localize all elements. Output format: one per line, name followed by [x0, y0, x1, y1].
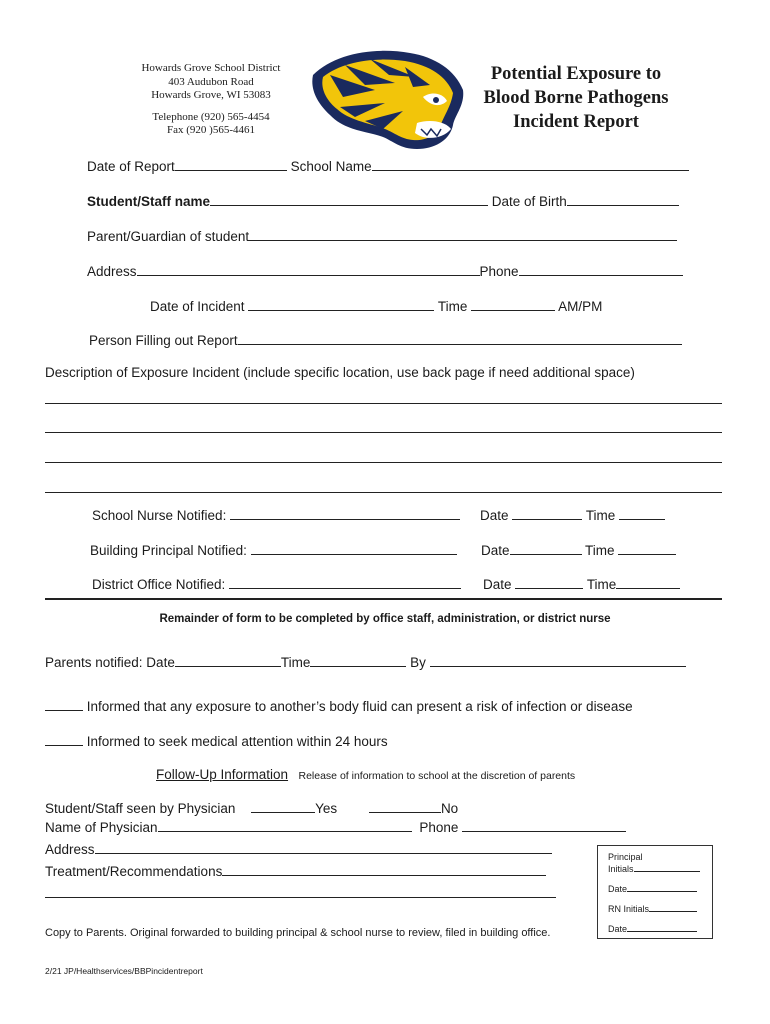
seen-by-physician-label: Student/Staff seen by Physician: [45, 801, 236, 816]
initials-date-label-1: Date: [608, 884, 628, 894]
physician-name-label: Name of Physician: [45, 820, 158, 835]
school-name-label: School Name: [290, 159, 372, 174]
rn-initials-label: RN Initials: [608, 904, 650, 914]
row-physician-name: [45, 817, 626, 835]
date-of-report-field[interactable]: [175, 156, 287, 171]
row-treatment: [45, 861, 546, 879]
principal-time-field[interactable]: [618, 540, 676, 555]
district-time-field[interactable]: [616, 574, 680, 589]
treatment-field[interactable]: [222, 861, 546, 876]
row-nurse-notified: [92, 505, 460, 523]
district-address: [118, 62, 304, 138]
informed-risk-label: Informed that any exposure to another’s body fluid can present a risk of infection or disease: [86, 699, 633, 714]
parents-notified-by-label: By: [410, 655, 426, 670]
principal-date-row: [608, 883, 712, 895]
physician-phone-field[interactable]: [462, 817, 626, 832]
seen-no-label: No: [440, 801, 459, 816]
nurse-time-field[interactable]: [619, 505, 665, 520]
row-student-dob: [87, 191, 679, 209]
seen-yes-label: Yes: [315, 801, 338, 816]
student-staff-name-label: Student/Staff name: [87, 194, 211, 209]
description-line-4[interactable]: [45, 492, 722, 493]
row-incident: [150, 296, 602, 314]
form-title: [470, 62, 682, 134]
person-filling-field[interactable]: [238, 330, 682, 345]
phone-field[interactable]: [519, 261, 683, 276]
row-district-notified: [92, 574, 461, 592]
nurse-date-field[interactable]: [512, 505, 582, 520]
row-nurse-datetime: [480, 505, 665, 523]
followup-release-note: Release of information to school at the discretion of parents: [298, 770, 576, 782]
initials-box: [597, 845, 713, 939]
address-field[interactable]: [137, 261, 480, 276]
row-followup-address: [45, 839, 552, 857]
informed-risk-field[interactable]: [45, 696, 83, 711]
row-parents-notified: [45, 652, 686, 670]
nurse-notified-label: School Nurse Notified:: [92, 508, 227, 523]
description-label: Description of Exposure Incident (include specific location, use back page if need additional space): [45, 365, 635, 380]
parents-notified-date-field[interactable]: [175, 652, 281, 667]
district-date-label: Date: [483, 577, 512, 592]
followup-title: Follow-Up Information: [156, 767, 289, 782]
parent-guardian-field[interactable]: [249, 226, 677, 241]
row-informed-risk: [45, 696, 633, 714]
incident-time-label: Time: [437, 299, 468, 314]
district-date-field[interactable]: [515, 574, 583, 589]
date-of-report-label: Date of Report: [87, 159, 175, 174]
parents-notified-by-field[interactable]: [430, 652, 686, 667]
informed-seek-field[interactable]: [45, 731, 83, 746]
footer-code: 2/21 JP/Healthservices/BBPincidentreport: [45, 966, 203, 976]
district-time-label: Time: [586, 577, 617, 592]
rn-initials-row: [608, 903, 712, 915]
description-line-2[interactable]: [45, 432, 722, 433]
person-filling-label: Person Filling out Report: [89, 333, 238, 348]
parents-notified-label: Parents notified: Date: [45, 655, 175, 670]
district-notified-field[interactable]: [229, 574, 461, 589]
description-line-3[interactable]: [45, 462, 722, 463]
row-seen-by-physician: [45, 798, 458, 816]
physician-name-field[interactable]: [158, 817, 412, 832]
rn-initials-field[interactable]: [649, 903, 697, 912]
nurse-time-label: Time: [585, 508, 616, 523]
address-label: Address: [87, 264, 137, 279]
row-address-phone: [87, 261, 683, 279]
student-staff-name-field[interactable]: [210, 191, 488, 206]
district-telephone: Telephone (920) 565-4454: [152, 110, 270, 123]
description-line-1[interactable]: [45, 403, 722, 404]
principal-notified-field[interactable]: [251, 540, 457, 555]
tiger-mascot-logo: [305, 45, 467, 153]
principal-date-field[interactable]: [510, 540, 582, 555]
principal-date-label: Date: [481, 543, 510, 558]
district-notified-label: District Office Notified:: [92, 577, 226, 592]
followup-address-field[interactable]: [95, 839, 552, 854]
district-fax: Fax (920 )565-4461: [167, 124, 255, 136]
followup-address-label: Address: [45, 842, 95, 857]
row-principal-datetime: [481, 540, 676, 558]
copy-note: Copy to Parents. Original forwarded to building principal & school nurse to review, filed in building office.: [45, 927, 551, 939]
row-principal-notified: [90, 540, 457, 558]
parents-notified-time-field[interactable]: [310, 652, 406, 667]
principal-initials-row: [608, 863, 712, 875]
initials-date-label-2: Date: [608, 924, 628, 934]
date-of-birth-label: Date of Birth: [491, 194, 567, 209]
row-district-datetime: [483, 574, 680, 592]
title-line-1: Potential Exposure to: [490, 64, 662, 84]
date-of-incident-label: Date of Incident: [150, 299, 245, 314]
date-of-incident-field[interactable]: [248, 296, 434, 311]
row-date-school: [87, 156, 689, 174]
treatment-label: Treatment/Recommendations: [45, 864, 223, 879]
parents-notified-time-label: Time: [280, 655, 311, 670]
physician-phone-label: Phone: [419, 820, 459, 835]
principal-initials-label-2: Initials: [608, 864, 634, 874]
district-city: Howards Grove, WI 53083: [151, 89, 271, 101]
seen-no-field[interactable]: [369, 798, 441, 813]
title-line-2: Blood Borne Pathogens: [483, 88, 669, 108]
school-name-field[interactable]: [372, 156, 689, 171]
seen-yes-field[interactable]: [251, 798, 315, 813]
section-divider: [45, 598, 722, 600]
initials-date-field-2[interactable]: [627, 923, 697, 932]
district-street: 403 Audubon Road: [168, 75, 254, 88]
ampm-label: AM/PM: [558, 299, 603, 314]
row-informed-seek: [45, 731, 388, 749]
title-line-3: Incident Report: [513, 112, 639, 132]
date-of-birth-field[interactable]: [567, 191, 679, 206]
remainder-note: Remainder of form to be completed by office staff, administration, or district nurse: [159, 613, 611, 625]
principal-notified-label: Building Principal Notified:: [90, 543, 247, 558]
nurse-date-label: Date: [480, 508, 509, 523]
principal-initials-field[interactable]: [634, 863, 700, 872]
incident-time-field[interactable]: [471, 296, 555, 311]
principal-initials-label-1: Principal: [608, 852, 643, 862]
phone-label: Phone: [479, 264, 519, 279]
followup-heading: [156, 766, 575, 784]
initials-date-field-1[interactable]: [627, 883, 697, 892]
principal-time-label: Time: [585, 543, 615, 558]
informed-seek-label: Informed to seek medical attention within 24 hours: [86, 734, 388, 749]
district-name: Howards Grove School District: [141, 62, 281, 74]
rn-date-row: [608, 923, 712, 935]
row-parent: [87, 226, 677, 244]
nurse-notified-field[interactable]: [230, 505, 460, 520]
row-person-filling: [89, 330, 682, 348]
treatment-line-2[interactable]: [45, 897, 556, 898]
parent-guardian-label: Parent/Guardian of student: [87, 229, 250, 244]
